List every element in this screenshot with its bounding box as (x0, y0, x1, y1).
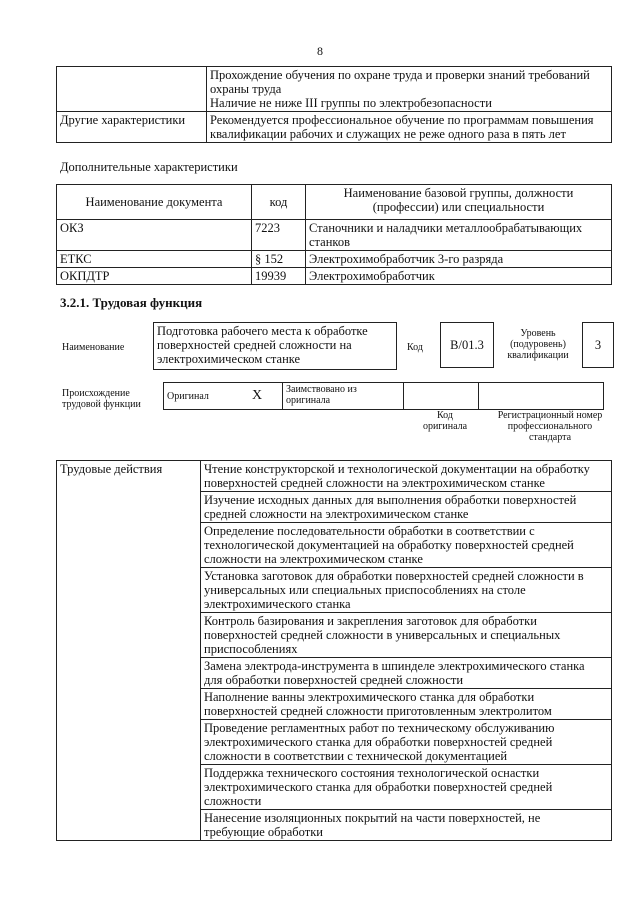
text-line: сложности (204, 794, 262, 808)
original-mark: X (232, 383, 283, 410)
text-line: трудовой функции (62, 399, 141, 410)
text-line: сложности в соответствии с технической документацией (204, 749, 508, 763)
text-line: Поддержка технического состояния технологической оснастки (204, 766, 540, 780)
cell-group-name (306, 251, 612, 268)
text-line: сложности на электрохимическом станке (204, 552, 423, 566)
cell-group-name (306, 268, 612, 285)
action-item (201, 720, 612, 765)
text-line: Замена электрода-инструмента в шпинделе электрохимического станка (204, 659, 585, 673)
text-line: Проведение регламентных работ по техническому обслуживанию (204, 721, 555, 735)
borrowed-label (283, 383, 404, 410)
text-line: Изучение исходных данных для выполнения обработки поверхностей (204, 493, 577, 507)
text-line: Происхождение (62, 388, 130, 399)
qualification-level-box (582, 322, 614, 368)
qualification-level: 3 (594, 338, 602, 352)
text-line: электрохимического станка (204, 597, 351, 611)
additional-characteristics-table (56, 184, 612, 285)
action-item (201, 810, 612, 841)
text-line: для обработки поверхностей средней сложности (204, 673, 464, 687)
qualification-level-label (498, 328, 578, 361)
text-line: (профессии) или специальности (372, 200, 545, 214)
text-line: Электрохимобработчик (309, 269, 435, 283)
registration-number-caption (486, 410, 614, 443)
action-item (201, 613, 612, 658)
action-item (201, 492, 612, 523)
text-line: поверхностей средней сложности в универсальных и специальных (204, 628, 561, 642)
original-code-caption (410, 410, 480, 432)
text-line: Код (437, 410, 453, 421)
text-line: оригинала (286, 395, 331, 406)
text-line: оригинала (422, 421, 468, 432)
text-line: Электрохимобработчик 3-го разряда (309, 252, 504, 266)
text-line: Заимствовано из (286, 384, 357, 395)
labor-actions-label: Трудовые действия (57, 461, 201, 841)
text-line: охраны труда (210, 82, 282, 96)
text-line: технологической документацией на обработку поверхностей средней (204, 538, 574, 552)
cell-code: 7223 (252, 220, 306, 251)
table-row (164, 383, 604, 410)
original-code-cell (404, 383, 479, 410)
text-line: поверхностей средней сложности на (157, 338, 352, 352)
text-line: электрохимического станка для обработки поверхностей средней (204, 780, 553, 794)
cell-doc: ОКПДТР (57, 268, 252, 285)
cell-doc: ОКЗ (57, 220, 252, 251)
table-row (57, 268, 612, 285)
origin-table (163, 382, 604, 410)
text-line: электрохимическом станке (157, 352, 301, 366)
requirements-label-cell (57, 67, 207, 112)
text-line: Определение последовательности обработки в соответствии с (204, 524, 535, 538)
action-item (201, 689, 612, 720)
function-code-label: Код (407, 342, 423, 353)
text-line: квалификации (507, 350, 569, 361)
header-code: код (252, 185, 306, 220)
table-row (57, 251, 612, 268)
text-line: Рекомендуется профессиональное обучение по программам повышения (210, 113, 594, 127)
header-group-name (306, 185, 612, 220)
function-name-label: Наименование (62, 342, 125, 353)
text-line: (подуровень) (510, 339, 566, 350)
table-row (57, 112, 612, 143)
table-row (57, 220, 612, 251)
text-line: поверхностей средней сложности приготовленным электролитом (204, 704, 552, 718)
action-item (201, 523, 612, 568)
requirements-table (56, 66, 612, 143)
additional-characteristics-title: Дополнительные характеристики (60, 160, 238, 174)
text-line: электрохимического станка для обработки поверхностей средней (204, 735, 553, 749)
function-code-box (440, 322, 494, 368)
text-line: средней сложности на электрохимическом станке (204, 507, 469, 521)
page-number: 8 (317, 44, 323, 58)
action-item (201, 568, 612, 613)
function-code: В/01.3 (450, 338, 484, 352)
text-line: Подготовка рабочего места к обработке (157, 324, 368, 338)
text-line: Наименование базовой группы, должности (343, 186, 574, 200)
text-line: Прохождение обучения по охране труда и проверки знаний требований (210, 68, 590, 82)
section-title: 3.2.1. Трудовая функция (60, 295, 203, 310)
cell-code: § 152 (252, 251, 306, 268)
text-line: Контроль базирования и закрепления заготовок для обработки (204, 614, 537, 628)
cell-group-name (306, 220, 612, 251)
cell-code: 19939 (252, 268, 306, 285)
text-line: Наполнение ванны электрохимического станка для обработки (204, 690, 535, 704)
text-line: квалификации рабочих и служащих не реже одного раза в пять лет (210, 127, 566, 141)
action-item (201, 461, 612, 492)
labor-actions-table (56, 460, 612, 841)
table-row (57, 67, 612, 112)
registration-number-cell (479, 383, 604, 410)
text-line: Уровень (520, 328, 556, 339)
original-label: Оригинал (164, 383, 233, 410)
cell-doc: ЕТКС (57, 251, 252, 268)
text-line: поверхностей средней сложности на электрохимическом станке (204, 476, 545, 490)
function-name-box (153, 322, 397, 370)
text-line: Регистрационный номер (497, 410, 603, 421)
table-row (57, 461, 612, 492)
other-characteristics-label: Другие характеристики (57, 112, 207, 143)
text-line: Наличие не ниже III группы по электробезопасности (210, 96, 492, 110)
text-line: приспособлениях (204, 642, 298, 656)
text-line: универсальных или специальных приспособлениях на столе (204, 583, 526, 597)
requirements-text-cell (207, 67, 612, 112)
action-item (201, 658, 612, 689)
text-line: Установка заготовок для обработки поверхностей средней сложности в (204, 569, 584, 583)
action-item (201, 765, 612, 810)
text-line: профессионального (507, 421, 593, 432)
text-line: требующие обработки (204, 825, 323, 839)
origin-label (62, 388, 141, 410)
text-line: стандарта (528, 432, 572, 443)
other-characteristics-text (207, 112, 612, 143)
text-line: станков (309, 235, 350, 249)
table-header-row (57, 185, 612, 220)
text-line: Станочники и наладчики металлообрабатывающих (309, 221, 583, 235)
header-document: Наименование документа (57, 185, 252, 220)
text-line: Чтение конструкторской и технологической документации на обработку (204, 462, 590, 476)
text-line: Нанесение изоляционных покрытий на части поверхностей, не (204, 811, 541, 825)
